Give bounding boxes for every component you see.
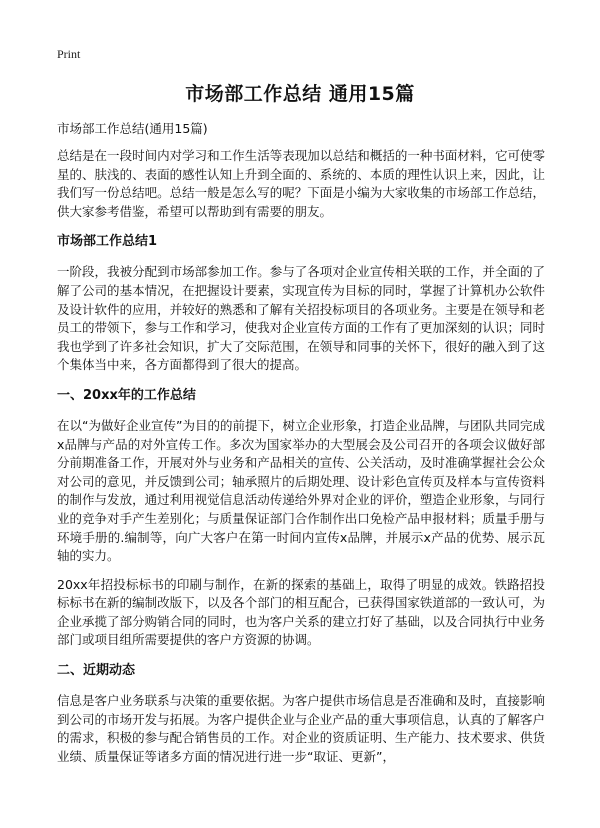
section-heading-2: 一、20xx年的工作总结 xyxy=(57,387,196,403)
section-1-paragraph: 一阶段，我被分配到市场部参加工作。参与了各项对企业宣传相关联的工作，并全面的了解了公司的基本情况，在把握设计要素，实现宣传为目标的同时，掌握了计算机办公软件及设计软件的应用，并较好的熟悉和了解有关招投标项目的各项业务。主要是在领导和老员工的带领下，参与工作和学习，使我对企业宣传方面的工作有了更加深刻的认识；同时我也学到了许多社会知识，扩大了交际范围，在领导和同事的关怀下，很好的融入到了这个集体当中来，各方面都得到了很大的提高。 xyxy=(57,264,545,373)
section-3-paragraph: 信息是客户业务联系与决策的重要依据。为客户提供市场信息是否准确和及时，直接影响到公司的市场开发与拓展。为客户提供企业与企业产品的重大事项信息，认真的了解客户的需求，积极的参与配合销售员的工作。对企业的资质证明、生产能力、技术要求、供货业绩、质量保证等诸多方面的情况进行进一步“取证、更新”， xyxy=(57,693,545,764)
article-subtitle: 市场部工作总结(通用15篇) xyxy=(57,121,208,136)
print-link[interactable]: Print xyxy=(57,47,81,61)
section-2-paragraph-2: 20xx年招投标标书的印刷与制作，在新的探索的基础上，取得了明显的成效。铁路招投标标书在新的编制改版下，以及各个部门的相互配合，已获得国家铁道部的一致认可，为企业承揽了部分购销合同的同时，也为客户关系的建立打好了基础，以及合同执行中业务部门或项目组所需要提供的客户方资源的协调。 xyxy=(57,576,545,648)
intro-paragraph: 总结是在一段时间内对学习和工作生活等表现加以总结和概括的一种书面材料，它可使零星的、肤浅的、表面的感性认知上升到全面的、系统的、本质的理性认识上来，因此，让我们写一份总结吧。总结一般是怎么写的呢？下面是小编为大家收集的市场部工作总结，供大家参考借鉴，希望可以帮助到有需要的朋友。 xyxy=(57,148,545,219)
section-heading-3: 二、近期动态 xyxy=(57,663,136,679)
article-body xyxy=(57,120,545,776)
section-heading-1: 市场部工作总结1 xyxy=(57,234,158,250)
page-title: 市场部工作总结 通用15篇 xyxy=(185,83,415,105)
section-2-paragraph-1: 在以“为做好企业宣传”为目的的前提下，树立企业形象，打造企业品牌，与团队共同完成x品牌与产品的对外宣传工作。多次为国家举办的大型展会及公司召开的各项会议做好部分前期准备工作，开展对外与业务和产品相关的宣传、公关活动，及时准确掌握社会公众对公司的意见，并反馈到公司；轴承照片的后期处理、设计彩色宣传页及样本与宣传资料的制作与发放，通过利用视觉信息活动传递给外界对企业的评价，塑造企业形象，与同行业的竞争对手产生差别化；与质量保证部门合作制作出口免检产品申报材料；质量手册与环境手册的.编制等，向广大客户在第一时间内宣传x品牌，并展示x产品的优势、展示瓦轴的实力。 xyxy=(57,417,545,564)
